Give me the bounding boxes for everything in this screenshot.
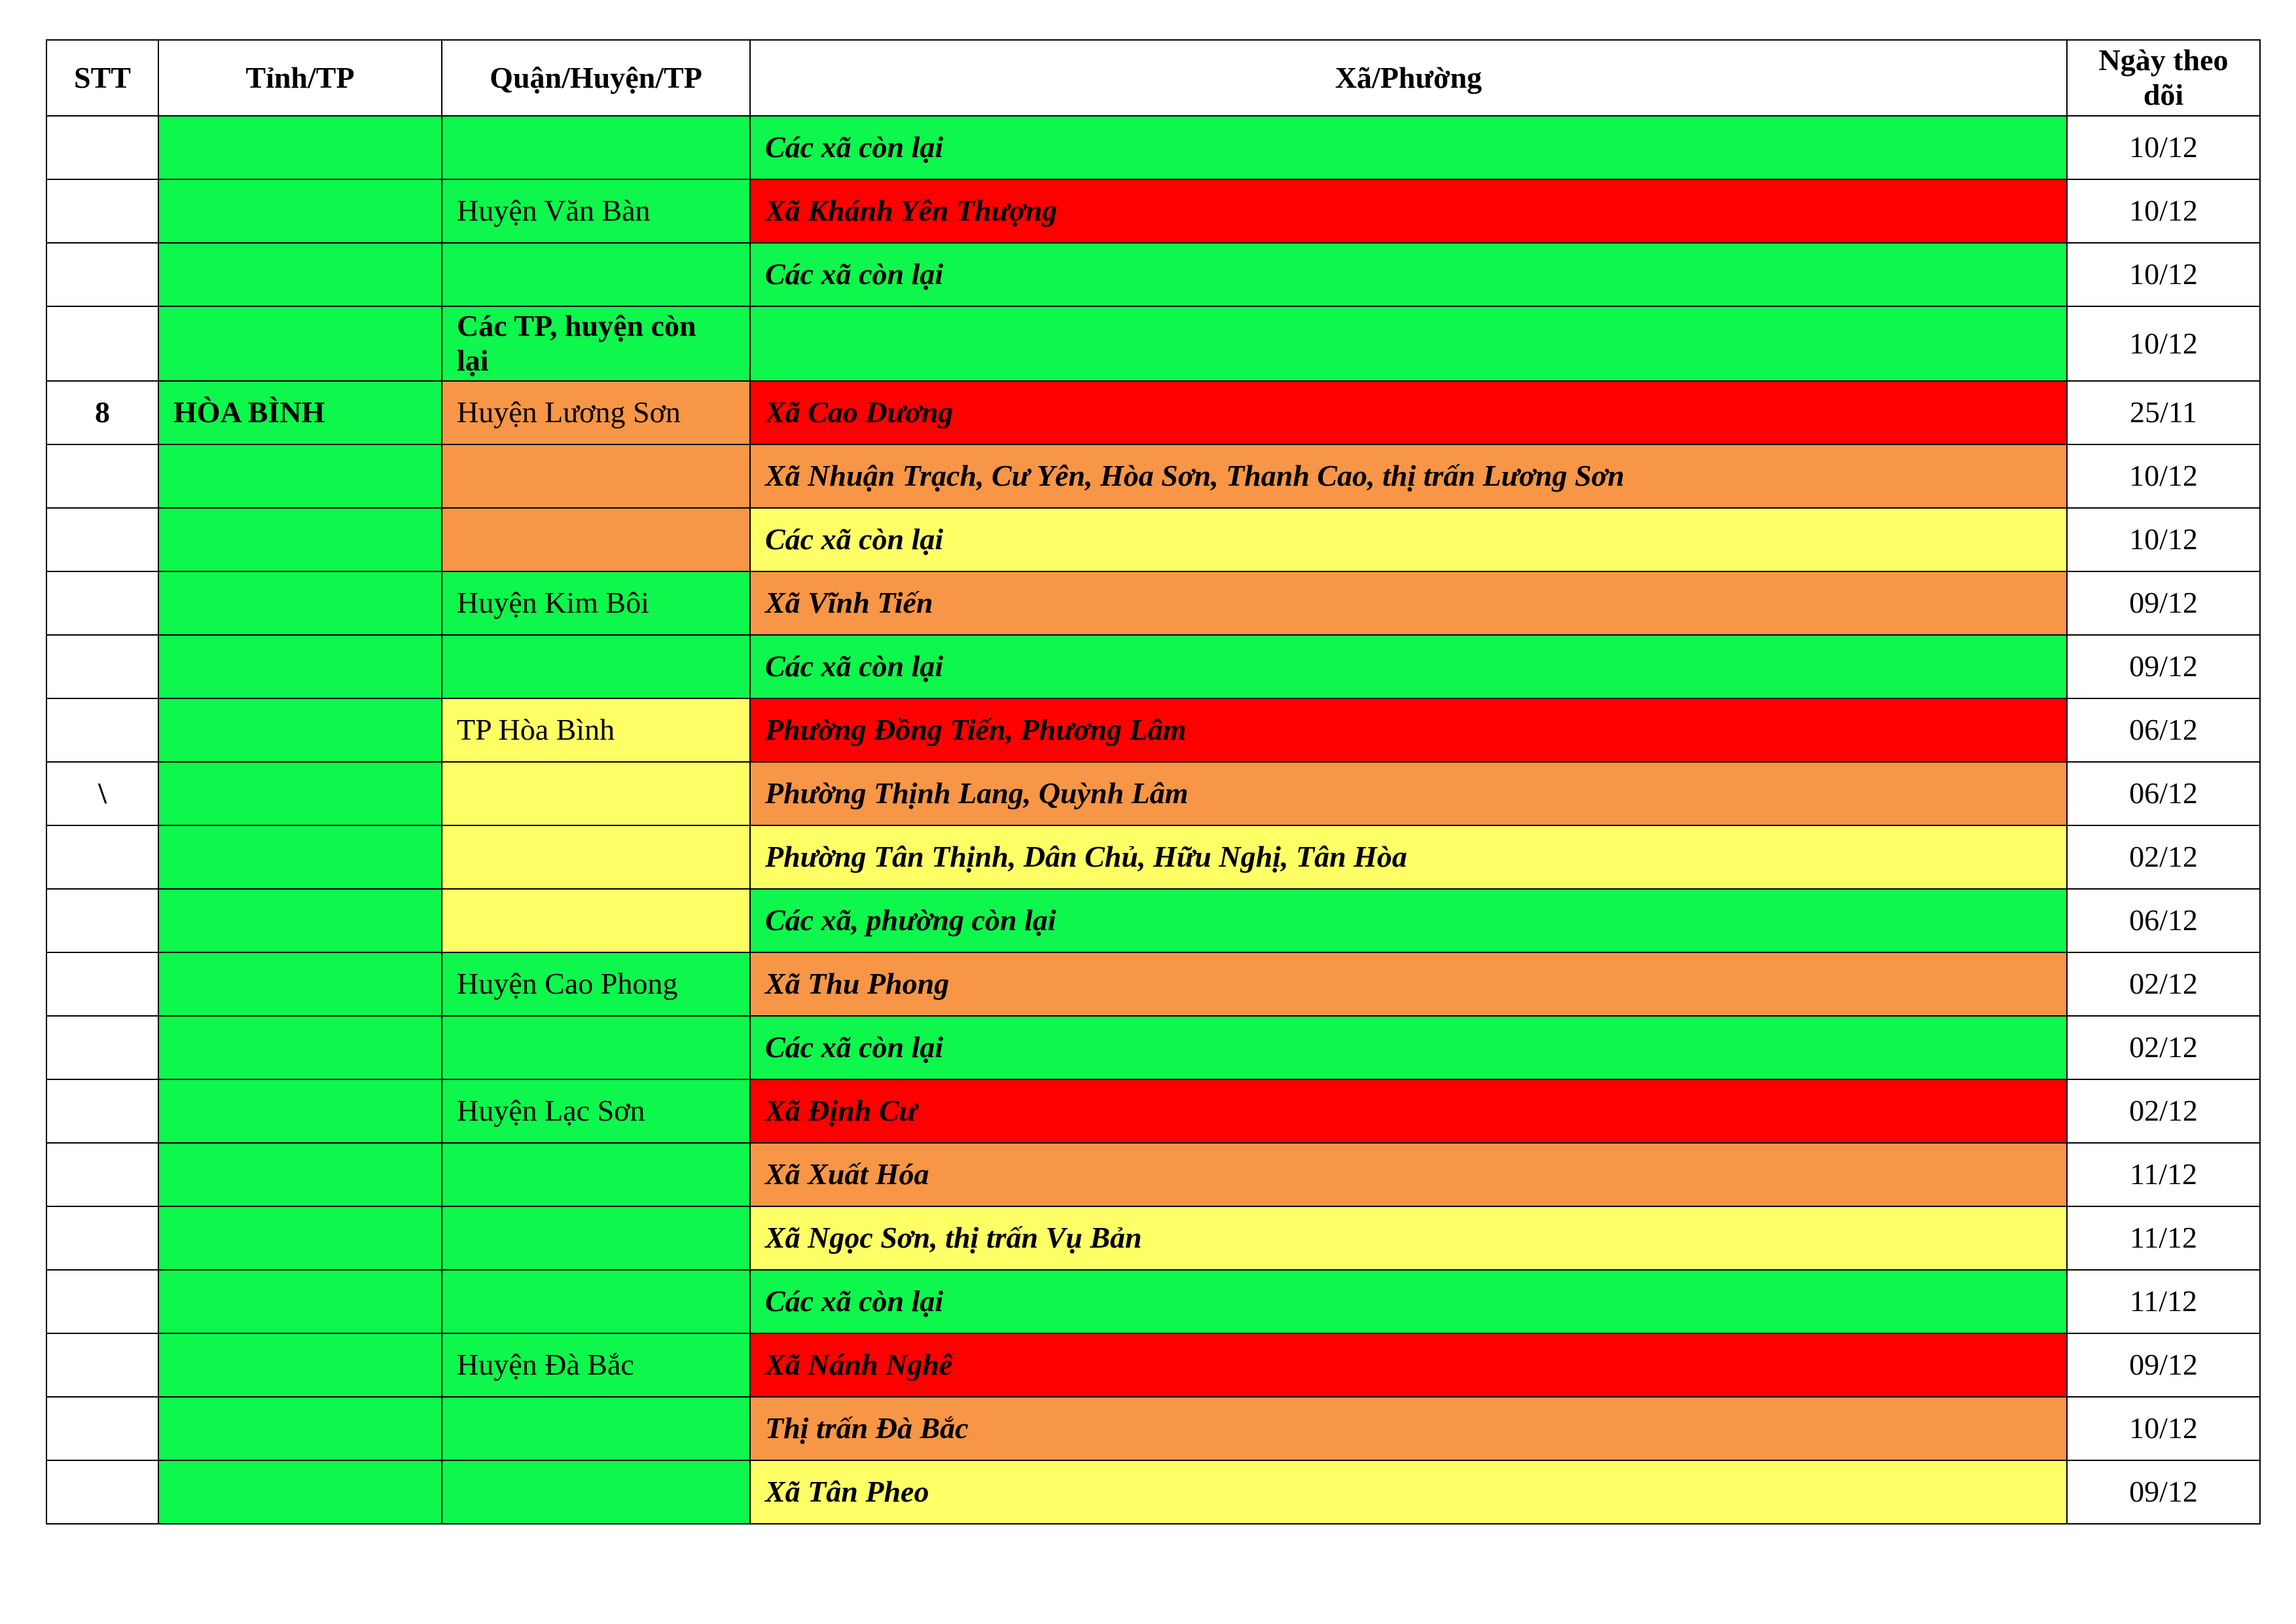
province-cell [158, 952, 442, 1016]
ward-cell [750, 306, 2067, 381]
stt-cell [46, 571, 158, 635]
ward-cell: Xã Nhuận Trạch, Cư Yên, Hòa Sơn, Thanh Cao, thị trấn Lương Sơn [750, 444, 2067, 508]
district-cell: Huyện Đà Bắc [442, 1333, 750, 1397]
stt-cell [46, 444, 158, 508]
date-cell: 02/12 [2067, 825, 2260, 889]
province-cell [158, 179, 442, 243]
stt-cell [46, 508, 158, 571]
table-row [46, 762, 2260, 825]
ward-cell: Xã Tân Pheo [750, 1460, 2067, 1524]
header-date: Ngày theo dõi [2067, 40, 2260, 116]
ward-cell: Xã Khánh Yên Thượng [750, 179, 2067, 243]
ward-cell: Xã Thu Phong [750, 952, 2067, 1016]
table-row [46, 1206, 2260, 1270]
stt-cell [46, 1016, 158, 1079]
ward-cell: Xã Định Cư [750, 1079, 2067, 1143]
province-cell [158, 444, 442, 508]
stt-cell [46, 698, 158, 762]
date-cell: 11/12 [2067, 1206, 2260, 1270]
ward-cell: Xã Vĩnh Tiến [750, 571, 2067, 635]
stt-cell [46, 1333, 158, 1397]
ward-cell: Xã Cao Dương [750, 381, 2067, 444]
stt-cell [46, 1143, 158, 1206]
stt-cell [46, 116, 158, 179]
header-stt: STT [46, 40, 158, 116]
date-cell: 09/12 [2067, 1333, 2260, 1397]
ward-cell: Các xã còn lại [750, 635, 2067, 698]
table-row [46, 1333, 2260, 1397]
district-cell [442, 762, 750, 825]
province-cell [158, 508, 442, 571]
stt-cell [46, 889, 158, 952]
stt-cell: 8 [46, 381, 158, 444]
stt-cell [46, 952, 158, 1016]
district-cell [442, 1270, 750, 1333]
date-cell: 10/12 [2067, 116, 2260, 179]
district-cell: Huyện Lạc Sơn [442, 1079, 750, 1143]
date-cell: 10/12 [2067, 1397, 2260, 1460]
district-cell [442, 116, 750, 179]
table-row [46, 1397, 2260, 1460]
district-cell [442, 1397, 750, 1460]
table-row [46, 635, 2260, 698]
province-cell [158, 1460, 442, 1524]
ward-cell: Phường Đồng Tiến, Phương Lâm [750, 698, 2067, 762]
province-cell [158, 243, 442, 306]
table-row [46, 116, 2260, 179]
table-row [46, 698, 2260, 762]
stt-cell [46, 1397, 158, 1460]
date-cell: 02/12 [2067, 952, 2260, 1016]
province-cell: HÒA BÌNH [158, 381, 442, 444]
table-row [46, 1079, 2260, 1143]
header-province: Tỉnh/TP [158, 40, 442, 116]
stt-cell [46, 306, 158, 381]
ward-cell: Xã Ngọc Sơn, thị trấn Vụ Bản [750, 1206, 2067, 1270]
table-row [46, 889, 2260, 952]
district-cell: Huyện Lương Sơn [442, 381, 750, 444]
date-cell: 06/12 [2067, 698, 2260, 762]
ward-cell: Các xã còn lại [750, 116, 2067, 179]
header-ward: Xã/Phường [750, 40, 2067, 116]
table-row [46, 444, 2260, 508]
stt-cell [46, 243, 158, 306]
table-row [46, 571, 2260, 635]
province-cell [158, 571, 442, 635]
date-cell: 09/12 [2067, 571, 2260, 635]
province-cell [158, 1016, 442, 1079]
province-cell [158, 306, 442, 381]
district-cell [442, 508, 750, 571]
stt-cell [46, 1206, 158, 1270]
district-cell [442, 889, 750, 952]
district-cell: TP Hòa Bình [442, 698, 750, 762]
province-cell [158, 116, 442, 179]
ward-cell: Xã Nánh Nghê [750, 1333, 2067, 1397]
date-cell: 02/12 [2067, 1016, 2260, 1079]
table-row [46, 952, 2260, 1016]
date-cell: 25/11 [2067, 381, 2260, 444]
date-cell: 06/12 [2067, 762, 2260, 825]
date-cell: 10/12 [2067, 306, 2260, 381]
ward-cell: Các xã còn lại [750, 243, 2067, 306]
district-cell: Các TP, huyện còn lại [442, 306, 750, 381]
province-cell [158, 889, 442, 952]
table-row [46, 1270, 2260, 1333]
district-cell: Huyện Cao Phong [442, 952, 750, 1016]
date-cell: 11/12 [2067, 1270, 2260, 1333]
province-cell [158, 635, 442, 698]
table-row [46, 306, 2260, 381]
province-cell [158, 698, 442, 762]
province-cell [158, 1143, 442, 1206]
ward-cell: Các xã còn lại [750, 508, 2067, 571]
district-cell [442, 444, 750, 508]
date-cell: 11/12 [2067, 1143, 2260, 1206]
district-cell: Huyện Văn Bàn [442, 179, 750, 243]
province-cell [158, 1397, 442, 1460]
district-cell [442, 635, 750, 698]
monitoring-table [46, 39, 2261, 1525]
table-row [46, 825, 2260, 889]
date-cell: 09/12 [2067, 635, 2260, 698]
ward-cell: Phường Tân Thịnh, Dân Chủ, Hữu Nghị, Tân Hòa [750, 825, 2067, 889]
province-cell [158, 1079, 442, 1143]
header-district: Quận/Huyện/TP [442, 40, 750, 116]
province-cell [158, 762, 442, 825]
date-cell: 10/12 [2067, 508, 2260, 571]
province-cell [158, 1206, 442, 1270]
ward-cell: Các xã còn lại [750, 1270, 2067, 1333]
district-cell [442, 825, 750, 889]
date-cell: 10/12 [2067, 444, 2260, 508]
ward-cell: Các xã, phường còn lại [750, 889, 2067, 952]
district-cell [442, 243, 750, 306]
province-cell [158, 1333, 442, 1397]
stt-cell [46, 1460, 158, 1524]
ward-cell: Xã Xuất Hóa [750, 1143, 2067, 1206]
district-cell [442, 1206, 750, 1270]
date-cell: 06/12 [2067, 889, 2260, 952]
header-row [46, 40, 2260, 116]
date-cell: 10/12 [2067, 179, 2260, 243]
date-cell: 09/12 [2067, 1460, 2260, 1524]
ward-cell: Thị trấn Đà Bắc [750, 1397, 2067, 1460]
table-body [46, 116, 2260, 1524]
province-cell [158, 825, 442, 889]
stt-cell: \ [46, 762, 158, 825]
table-row [46, 381, 2260, 444]
date-cell: 10/12 [2067, 243, 2260, 306]
district-cell [442, 1143, 750, 1206]
district-cell [442, 1460, 750, 1524]
district-cell: Huyện Kim Bôi [442, 571, 750, 635]
stt-cell [46, 635, 158, 698]
table-row [46, 1016, 2260, 1079]
table-row [46, 1460, 2260, 1524]
table-header [46, 40, 2260, 116]
stt-cell [46, 1270, 158, 1333]
table-row [46, 179, 2260, 243]
ward-cell: Các xã còn lại [750, 1016, 2067, 1079]
stt-cell [46, 825, 158, 889]
ward-cell: Phường Thịnh Lang, Quỳnh Lâm [750, 762, 2067, 825]
province-cell [158, 1270, 442, 1333]
district-cell [442, 1016, 750, 1079]
table-row [46, 1143, 2260, 1206]
stt-cell [46, 179, 158, 243]
table-row [46, 243, 2260, 306]
date-cell: 02/12 [2067, 1079, 2260, 1143]
stt-cell [46, 1079, 158, 1143]
table-row [46, 508, 2260, 571]
